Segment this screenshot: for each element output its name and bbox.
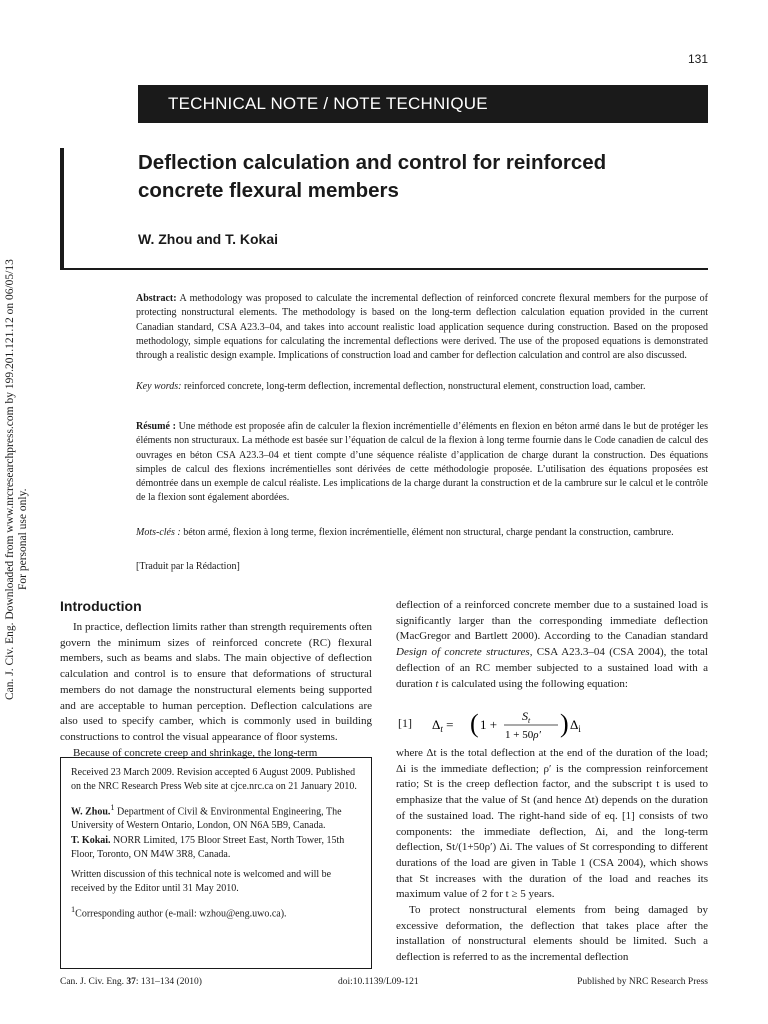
right-paragraph-2: where Δt is the total deflection at the end of the duration of the load; Δi is the immediate deflection; ρ′ is the compression reinforcement ratio; St is the creep deflection factor, and the subscript t is used to emphasize that the value of St (and hence Δt) depends on the duration of the sustained load. The right-hand side of eq. [1] consists of two components: the immediate deflection, Δi, and the long-term deflection, St/(1+50ρ′) Δi. The values of St corresponding to different durations of the load are given in Table 1 (CSA 2004), which shows that St increases with the duration of the load and reaches its maximum value of 2 for t ≥ 5 years. (396, 747, 708, 901)
intro-paragraph-2: Because of concrete creep and shrinkage, the long-term (73, 746, 318, 759)
title-line-1: Deflection calculation and control for reinforced (138, 151, 607, 174)
abstract-label: Abstract: (136, 293, 177, 304)
equation-number: [1] (398, 716, 412, 730)
left-column (60, 620, 372, 761)
watermark-line-2: For personal use only. (17, 488, 29, 590)
discussion-note: Written discussion of this technical note is welcomed and will be received by the Editor until 31 May 2010. (71, 869, 332, 895)
right-p1-part-b: , CSA A23.3–04 (CSA 2004), the total deflection of an RC member subjected to a sustained load with a duration (396, 646, 708, 690)
zhou-footnote-marker: 1 (110, 802, 115, 812)
svg-text:): ) (560, 709, 569, 738)
introduction-heading: Introduction (60, 598, 142, 614)
svg-text:(: ( (470, 709, 479, 738)
keywords-label: Key words: (136, 381, 182, 392)
mots-cles-label: Mots-clés : (136, 527, 181, 538)
keywords (136, 380, 708, 394)
corresponding-author-text: Corresponding author (e-mail: wzhou@eng.uwo.ca). (75, 908, 287, 920)
article-footnote-box (60, 757, 372, 969)
page-number: 131 (687, 52, 708, 66)
svg-text:Δi: $\Delta_i$ (570, 717, 581, 734)
svg-text:St: $S_t$ (522, 709, 531, 725)
footer-doi: doi:10.1139/L09-121 (338, 977, 419, 987)
intro-paragraph-1: In practice, deflection limits rather than strength requirements often govern the minimum sizes of reinforced concrete (RC) flexural members, such as beams and slabs. The main objective of deflection calculation and control is to ensure that deformations of structural members do not damage the nonstructural elements being supported and are acceptable to human perception. Deflection calculations are also used to specify camber, which is commonly used in building constructions to control the visual appearance of floor systems. (60, 621, 372, 743)
right-p1-part-a: deflection of a reinforced concrete member due to a sustained load is significantly larger than the corresponding immediate deflection (MacGregor and Bartlett 2000). According to the Canadian standard (396, 599, 708, 643)
svg-text:1 + 50ρ′: 1 + 50ρ′ (505, 729, 541, 741)
abstract-text: A methodology was proposed to calculate the incremental deflection of reinforced concrete flexural members for the purpose of protecting nonstructural elements. The methodology is based on the long-term deflection calculation equation provided in the current Canadian standard, CSA A23.3–04, and takes into account realistic load application sequence during construction. Based on the proposed methodology, simple equations for calculating the incremental deflections were derived. The use of the proposed equations is demonstrated through a realistic design example. Implications of construction load and camber for deflection calculation and control are also discussed. (136, 293, 708, 362)
corresponding-marker: 1 (71, 904, 76, 914)
keywords-text: reinforced concrete, long-term deflection, incremental deflection, nonstructural element, construction load, camber. (181, 381, 646, 392)
footer-publisher: Published by NRC Research Press (577, 977, 708, 987)
mots-cles-text: béton armé, flexion à long terme, flexion incrémentielle, élément non structural, charge pendant la construction, cambrure. (180, 527, 674, 538)
right-p1-part-c: is calculated using the following equation: (438, 677, 628, 690)
equation-1 (398, 706, 708, 742)
corresponding-author (71, 903, 361, 922)
zhou-affiliation-text: Department of Civil & Environmental Engineering, The University of Western Ontario, London, ON N6A 5B9, Canada. (71, 805, 342, 832)
resume-text: Une méthode est proposée afin de calculer la flexion incrémentielle d’éléments en flexion en béton armé dans le but de protéger les éléments non structuraux. La méthode est basée sur l’équation de calcul de la flexion à long terme fournie dans le Code canadien de calcul des ouvrages en béton CSA A23.3–04 et tient compte d’une séquence réaliste d’application de charge durant la construction. Des équations simples de calcul des flexions incrémentielles sont dérivées de cette méthodologie proposée. L’utilisation des équations proposées est démontrée dans un exemple de calcul réaliste. Les implications de la charge durant la construction et de la cambrure sur le calcul et le contrôle de la flexion sont également abordées. (136, 421, 709, 504)
abstract (136, 292, 708, 363)
footer-journal-suffix: : 131–134 (2010) (135, 977, 202, 987)
affiliation-zhou (71, 801, 361, 834)
download-watermark (4, 240, 30, 700)
mots-cles (136, 526, 708, 540)
svg-text:1 +: 1 + (480, 717, 498, 732)
svg-text:Δt =: $\Delta_t$ = (432, 717, 454, 734)
footer-journal (60, 977, 202, 987)
right-paragraph-1 (396, 598, 708, 692)
received-note: Received 23 March 2009. Revision accepted 6 August 2009. Published on the NRC Research Press Web site at cjce.nrc.ca on 21 January 2010. (71, 767, 357, 793)
right-column-bottom (396, 746, 708, 966)
banner-text: TECHNICAL NOTE / NOTE TECHNIQUE (168, 94, 488, 113)
title-bottom-rule (60, 268, 708, 270)
article-title (138, 149, 698, 205)
footer-volume: 37 (126, 977, 136, 987)
right-p1-t: t (435, 677, 439, 690)
watermark-line-1: Can. J. Civ. Eng. Downloaded from www.nrcresearchpress.com by 199.201.121.12 on 06/05/13 (4, 259, 16, 700)
authors: W. Zhou and T. Kokai (138, 231, 278, 247)
right-paragraph-3: To protect nonstructural elements from being damaged by excessive deformation, the deflection that takes place after the installation of nonstructural elements should be limited. Such a deflection is referred to as the incremental deflection (396, 904, 708, 964)
resume (136, 420, 708, 506)
footer-journal-prefix: Can. J. Civ. Eng. (60, 977, 127, 987)
kokai-affiliation-text: NORR Limited, 175 Bloor Street East, North Tower, 15th Floor, Toronto, ON M4W 3R8, Canada. (71, 834, 345, 860)
translation-note: [Traduit par la Rédaction] (136, 561, 240, 572)
equation-formula (432, 706, 632, 746)
resume-label: Résumé : (136, 421, 176, 432)
right-column-top (396, 598, 708, 692)
affiliation-kokai (71, 834, 361, 863)
kokai-name: T. Kokai. (71, 834, 111, 846)
title-left-rule (60, 148, 64, 270)
right-p1-italic: Design of concrete structures (396, 646, 530, 659)
section-banner (138, 85, 708, 123)
title-line-2: concrete flexural members (138, 179, 399, 202)
zhou-name: W. Zhou. (71, 805, 111, 817)
